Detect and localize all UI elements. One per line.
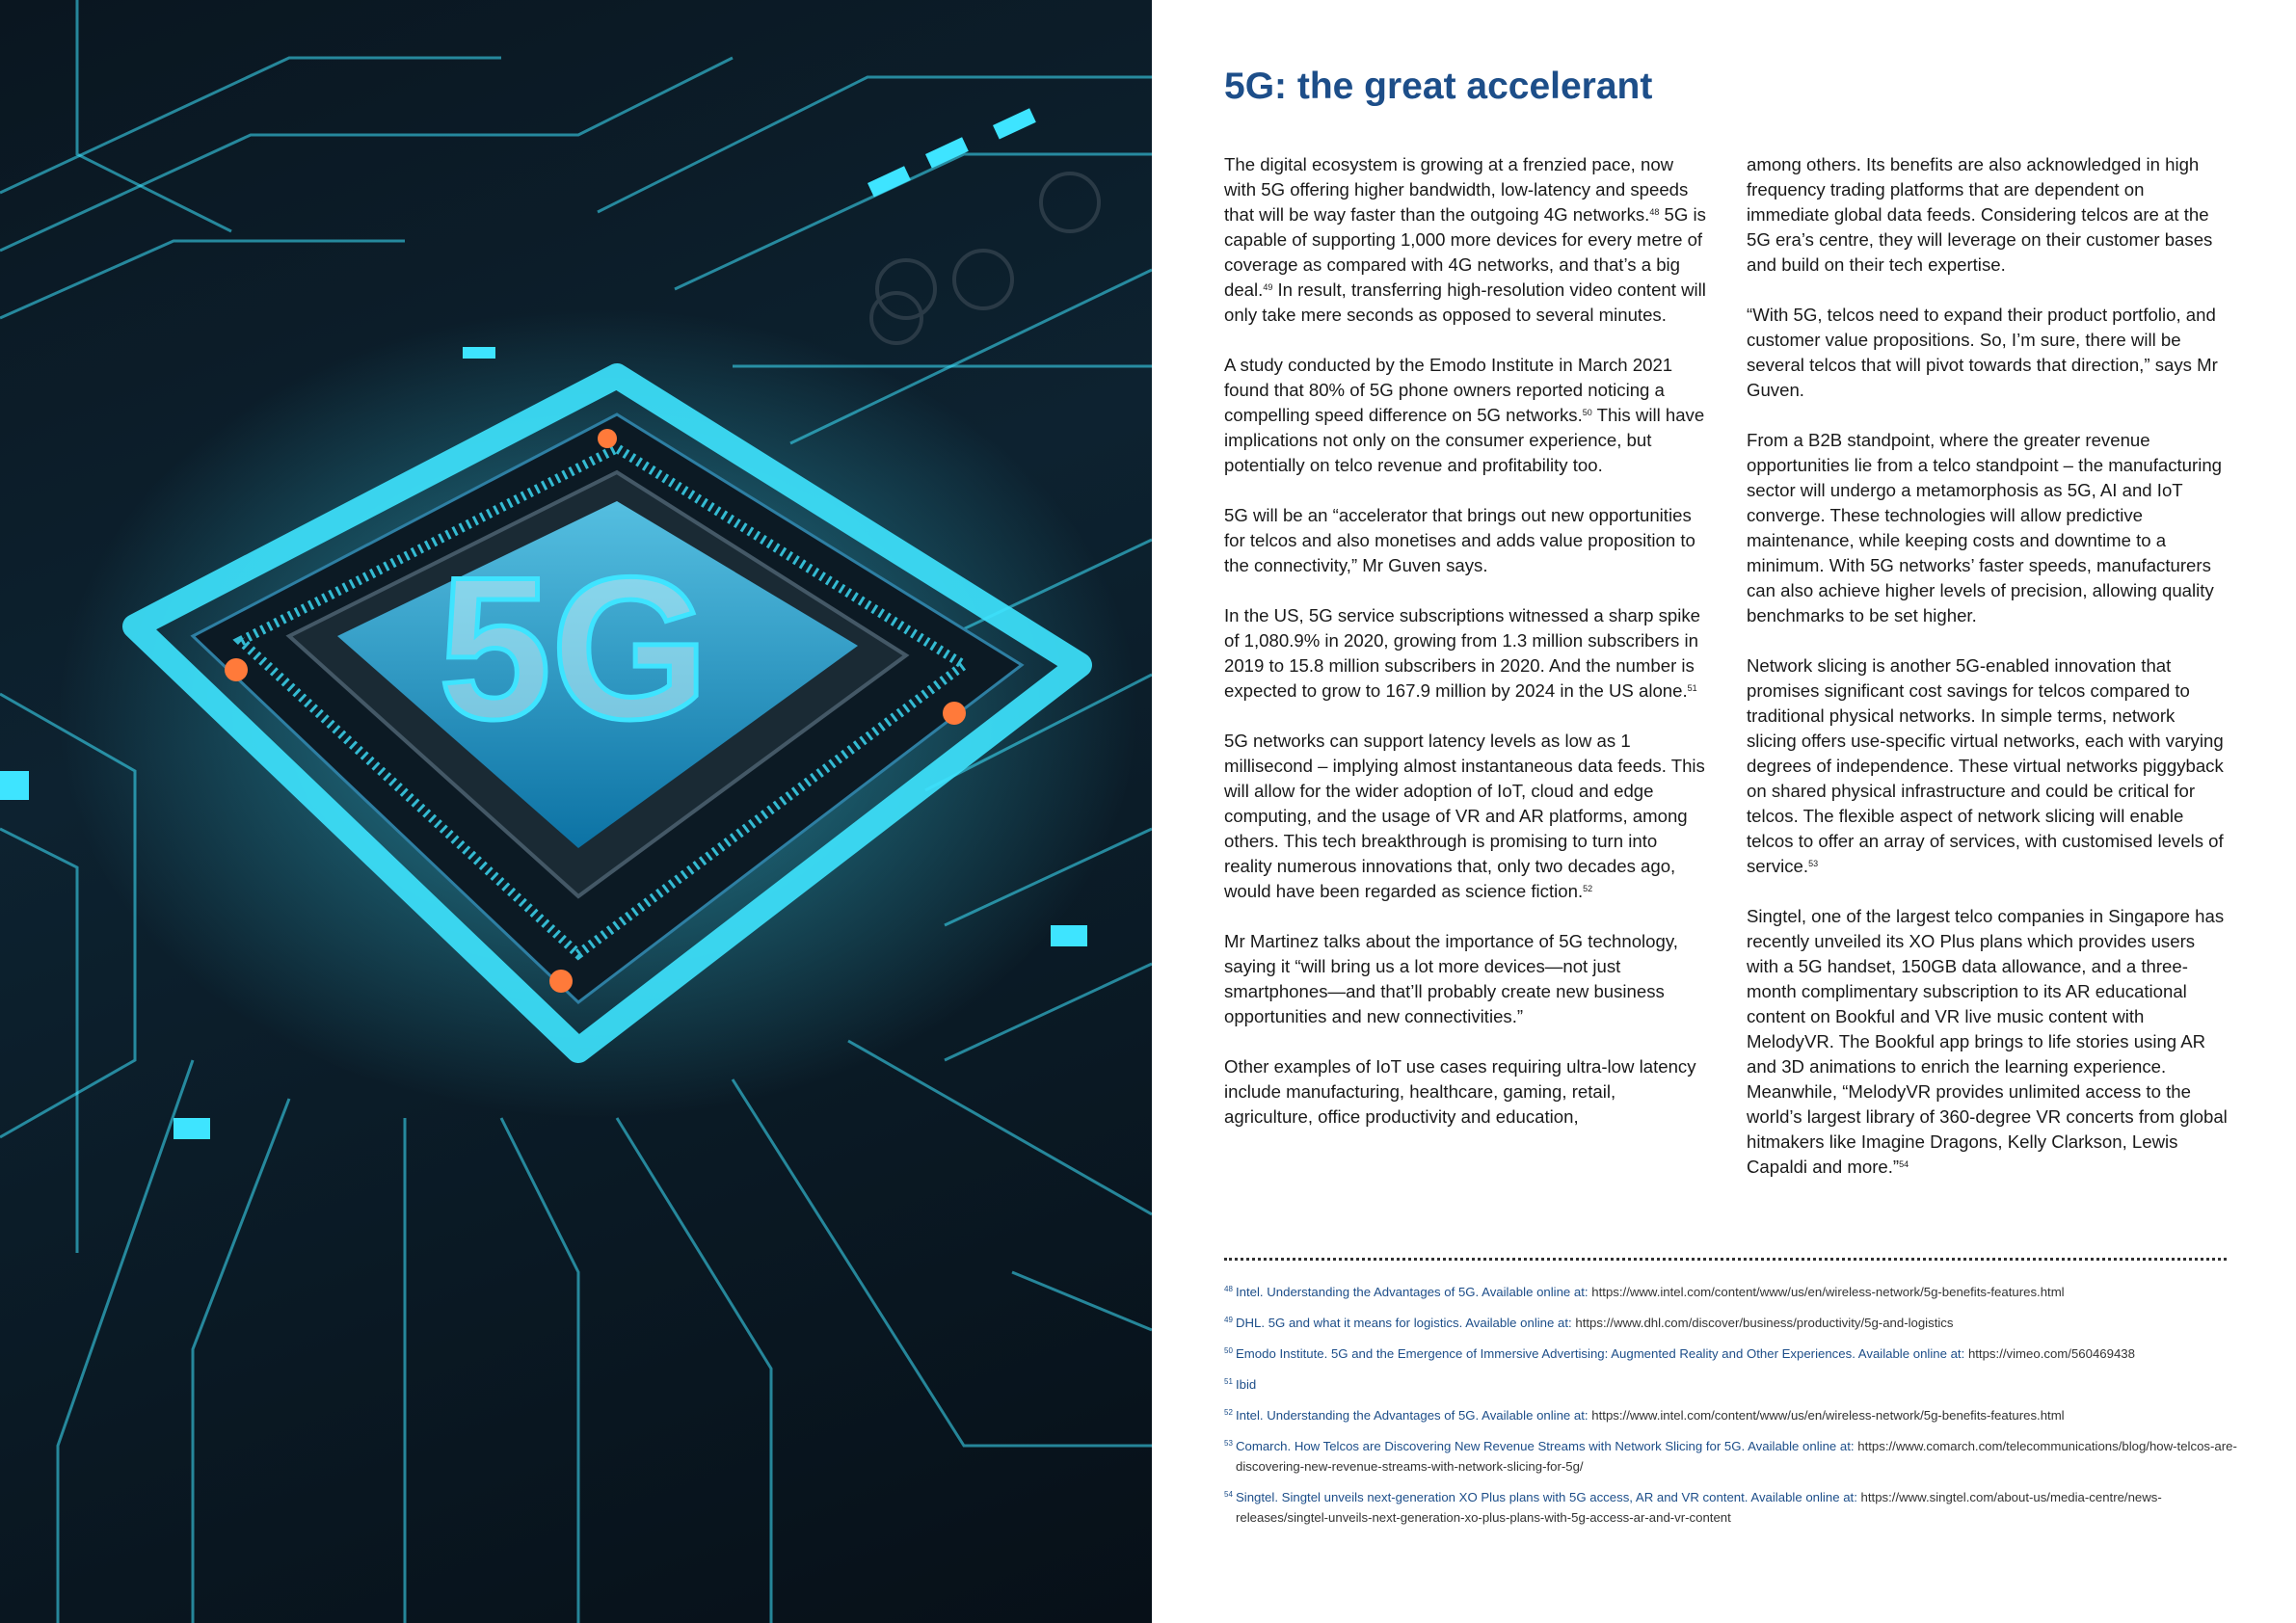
footnote-source: Intel. Understanding the Advantages of 5G. Available online at: — [1236, 1285, 1589, 1299]
footnote-item — [1224, 1374, 2246, 1395]
footnote-item — [1224, 1282, 2246, 1302]
paragraph — [1224, 729, 1706, 904]
footnote-item — [1224, 1487, 2246, 1528]
paragraph — [1224, 503, 1706, 578]
article-page — [1152, 0, 2296, 1623]
footnote-url[interactable]: https://www.intel.com/content/www/us/en/wireless-network/5g-benefits-features.html — [1591, 1285, 2065, 1299]
paragraph — [1224, 152, 1706, 328]
footnote-source: DHL. 5G and what it means for logistics. Available online at: — [1236, 1316, 1572, 1330]
footnote-number: 52 — [1224, 1408, 1233, 1417]
footnote-ref: 48 — [1649, 207, 1660, 217]
footnote-item — [1224, 1313, 2246, 1333]
paragraph-text: 5G is capable of supporting 1,000 more devices for every metre of coverage as compared with 4G networks, and that’s a big deal. — [1224, 204, 1706, 300]
footnote-source: Comarch. How Telcos are Discovering New Revenue Streams with Network Slicing for 5G. Available online at: — [1236, 1439, 1855, 1453]
footnote-url[interactable]: https://www.comarch.com/telecommunications/blog/how-telcos-are-discovering-new-revenue-streams-with-network-slicing-for-5g/ — [1236, 1439, 2237, 1474]
footnote-source: Ibid — [1236, 1377, 1257, 1392]
footnote-divider — [1224, 1258, 2227, 1261]
footnote-ref: 51 — [1687, 683, 1697, 693]
paragraph-text: 5G will be an “accelerator that brings out new opportunities for telcos and also monetises and adds value proposition to the connectivity,” Mr Guven says. — [1224, 505, 1695, 575]
footnote-number: 50 — [1224, 1346, 1233, 1355]
paragraph-text: Singtel, one of the largest telco companies in Singapore has recently unveiled its XO Plus plans which provides users with a 5G handset, 150GB data allowance, and a three-month complimentary subscription to its AR educational content on Bookful and VR live music content with MelodyVR. The Bookful app brings to life stories using AR and 3D animations to enrich the learning experience. Meanwhile, “MelodyVR provides unlimited access to the world’s largest library of 360-degree VR concerts from global hitmakers like Imagine Dragons, Kelly Clarkson, Lewis Capaldi and more.” — [1747, 906, 2228, 1177]
paragraph-text: From a B2B standpoint, where the greater revenue opportunities lie from a telco standpoint – the manufacturing sector will undergo a metamorphosis as 5G, AI and IoT converge. These technologies will allow predictive maintenance, while keeping costs and downtime to a minimum. With 5G networks’ faster speeds, manufacturers can also achieve higher levels of precision, allowing quality benchmarks to be set higher. — [1747, 430, 2223, 625]
paragraph — [1747, 303, 2229, 403]
paragraph-text: 5G networks can support latency levels as low as 1 millisecond – implying almost instantaneous data feeds. This will allow for the wider adoption of IoT, cloud and edge computing, and the usage of VR and AR platforms, among others. This tech breakthrough is promising to turn into reality numerous innovations that, only two decades ago, would have been regarded as science fiction. — [1224, 731, 1705, 901]
paragraph-text: Network slicing is another 5G-enabled innovation that promises significant cost savings for telcos compared to traditional physical networks. In simple terms, network slicing offers use-specific virtual networks, each with varying degrees of independence. These virtual networks piggyback on shared physical infrastructure and could be critical for telcos. The flexible aspect of network slicing will enable telcos to offer an array of services, with customised levels of service. — [1747, 655, 2224, 876]
text-column-left — [1224, 152, 1706, 1155]
paragraph-text: In result, transferring high-resolution video content will only take mere seconds as opposed to several minutes. — [1224, 279, 1706, 325]
footnotes — [1224, 1282, 2246, 1538]
paragraph-text: “With 5G, telcos need to expand their product portfolio, and customer value propositions. So, I’m sure, there will be several telcos that will pivot towards that direction,” says Mr Guven. — [1747, 305, 2218, 400]
footnote-source: Emodo Institute. 5G and the Emergence of Immersive Advertising: Augmented Reality and Other Experiences. Available online at: — [1236, 1346, 1965, 1361]
footnote-number: 51 — [1224, 1377, 1233, 1386]
footnote-item — [1224, 1405, 2246, 1425]
paragraph — [1224, 929, 1706, 1029]
paragraph — [1224, 603, 1706, 704]
decorative-rings — [871, 173, 1099, 343]
footnote-number: 48 — [1224, 1285, 1233, 1293]
paragraph-text: among others. Its benefits are also acknowledged in high frequency trading platforms that are dependent on immediate global data feeds. Considering telcos are at the 5G era’s centre, they will leverage on their customer bases and build on their tech expertise. — [1747, 154, 2213, 275]
footnote-url[interactable]: https://vimeo.com/560469438 — [1967, 1346, 2135, 1361]
paragraph-text: Mr Martinez talks about the importance of 5G technology, saying it “will bring us a lot more devices—not just smartphones—and that’ll probably create new business opportunities and new connectivities.” — [1224, 931, 1678, 1026]
footnote-number: 54 — [1224, 1490, 1233, 1499]
paragraph-text: This will have implications not only on the consumer experience, but potentially on telco revenue and profitability too. — [1224, 405, 1705, 475]
footnote-ref: 50 — [1582, 408, 1592, 417]
paragraph — [1747, 428, 2229, 628]
paragraph — [1747, 653, 2229, 879]
chip-5g-label: 5G — [439, 535, 709, 761]
footnote-url[interactable]: https://www.intel.com/content/www/us/en/wireless-network/5g-benefits-features.html — [1591, 1408, 2065, 1423]
footnote-url[interactable]: https://www.singtel.com/about-us/media-centre/news-releases/singtel-unveils-next-generation-xo-plus-plans-with-5g-access-ar-and-vr-content — [1236, 1490, 2162, 1525]
footnote-number: 49 — [1224, 1316, 1233, 1324]
paragraph-text: A study conducted by the Emodo Institute in March 2021 found that 80% of 5G phone owners reported noticing a compelling speed difference on 5G networks. — [1224, 355, 1673, 425]
footnote-ref: 49 — [1263, 282, 1273, 292]
footnote-source: Singtel. Singtel unveils next-generation XO Plus plans with 5G access, AR and VR content. Available online at: — [1236, 1490, 1857, 1504]
footnote-ref: 52 — [1583, 884, 1593, 893]
footnote-ref: 54 — [1899, 1159, 1909, 1169]
paragraph-text: Other examples of IoT use cases requiring ultra-low latency include manufacturing, healthcare, gaming, retail, agriculture, office productivity and education, — [1224, 1056, 1696, 1127]
paragraph — [1747, 152, 2229, 278]
paragraph-text: In the US, 5G service subscriptions witnessed a sharp spike of 1,080.9% in 2020, growing from 1.3 million subscribers in 2019 to 15.8 million subscribers in 2020. And the number is expected to grow to 167.9 million by 2024 in the US alone. — [1224, 605, 1700, 701]
paragraph — [1747, 904, 2229, 1180]
footnote-item — [1224, 1436, 2246, 1477]
footnote-source: Intel. Understanding the Advantages of 5G. Available online at: — [1236, 1408, 1589, 1423]
footnote-ref: 53 — [1808, 859, 1819, 868]
paragraph-text: The digital ecosystem is growing at a frenzied pace, now with 5G offering higher bandwidth, low-latency and speeds that will be way faster than the outgoing 4G networks. — [1224, 154, 1689, 225]
footnote-number: 53 — [1224, 1439, 1233, 1448]
text-column-right — [1747, 152, 2229, 1205]
paragraph — [1224, 353, 1706, 478]
paragraph — [1224, 1054, 1706, 1130]
footnote-item — [1224, 1344, 2246, 1364]
footnote-url[interactable]: https://www.dhl.com/discover/business/productivity/5g-and-logistics — [1575, 1316, 1954, 1330]
article-title: 5G: the great accelerant — [1224, 66, 1653, 107]
